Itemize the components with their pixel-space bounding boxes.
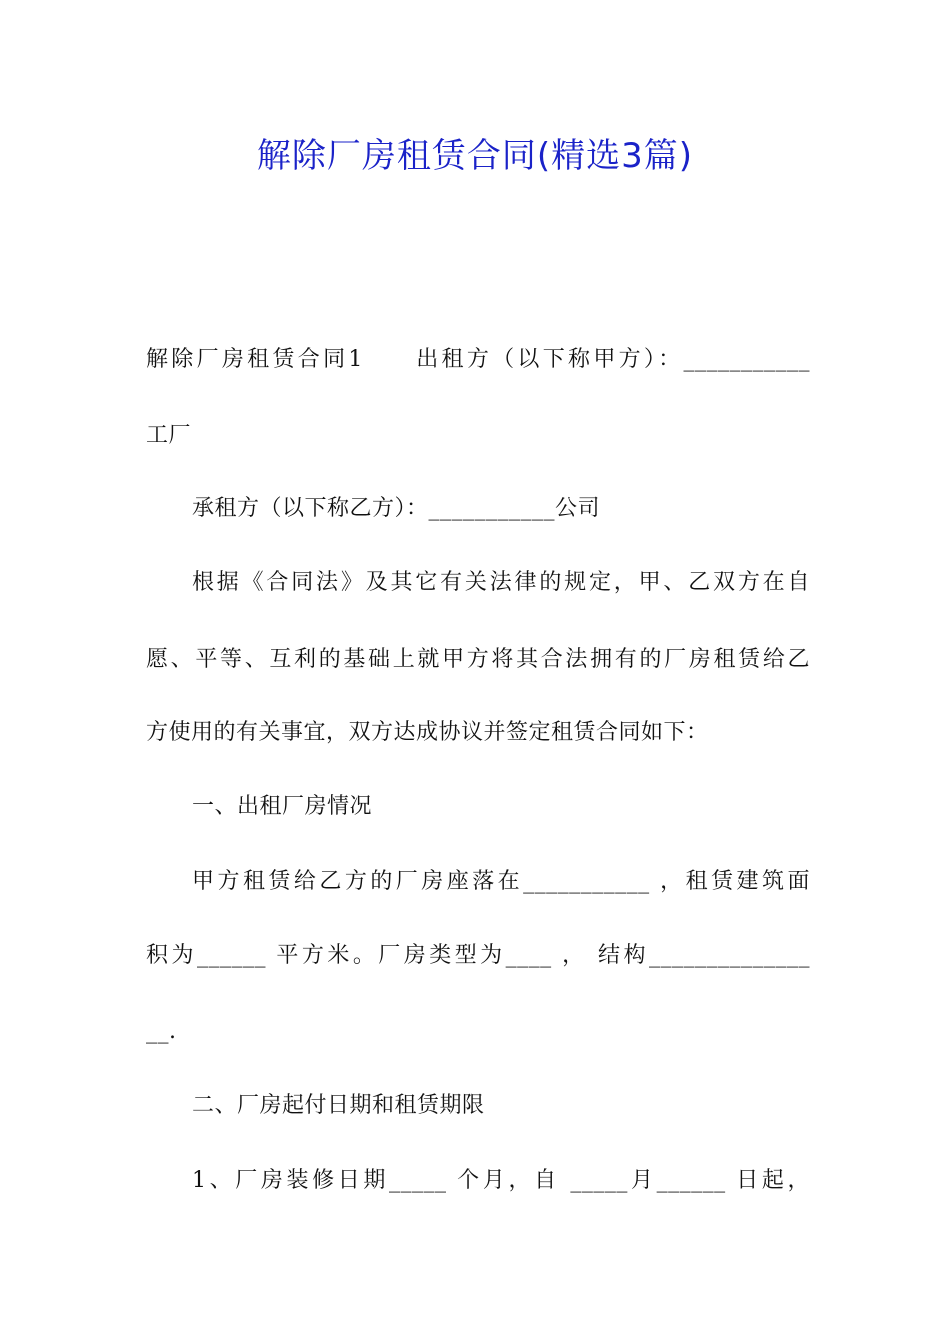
paragraph-line: 积为______ 平方米。厂房类型为____ ， 结构______________ xyxy=(146,943,810,968)
paragraph-line: __. xyxy=(146,1019,177,1044)
paragraph-line: 解除厂房租赁合同1 出租方（以下称甲方）：___________ xyxy=(146,347,810,372)
paragraph-line: 方使用的有关事宜，双方达成协议并签定租赁合同如下： xyxy=(146,720,709,745)
paragraph-line: 工厂 xyxy=(146,423,192,448)
paragraph-line: 愿、平等、互利的基础上就甲方将其合法拥有的厂房租赁给乙 xyxy=(146,647,810,672)
paragraph-line: 根据《合同法》及其它有关法律的规定，甲、乙双方在自 xyxy=(192,570,810,595)
paragraph-line: 承租方（以下称乙方）：___________公司 xyxy=(192,496,601,521)
paragraph-line: 1、厂房装修日期_____ 个月，自 _____月______ 日起， xyxy=(192,1168,810,1193)
section-heading: 一、出租厂房情况 xyxy=(192,794,373,819)
document-title: 解除厂房租赁合同(精选3篇) xyxy=(256,136,694,176)
section-heading: 二、厂房起付日期和租赁期限 xyxy=(192,1093,485,1118)
paragraph-line: 甲方租赁给乙方的厂房座落在___________ ，租赁建筑面 xyxy=(192,869,810,894)
